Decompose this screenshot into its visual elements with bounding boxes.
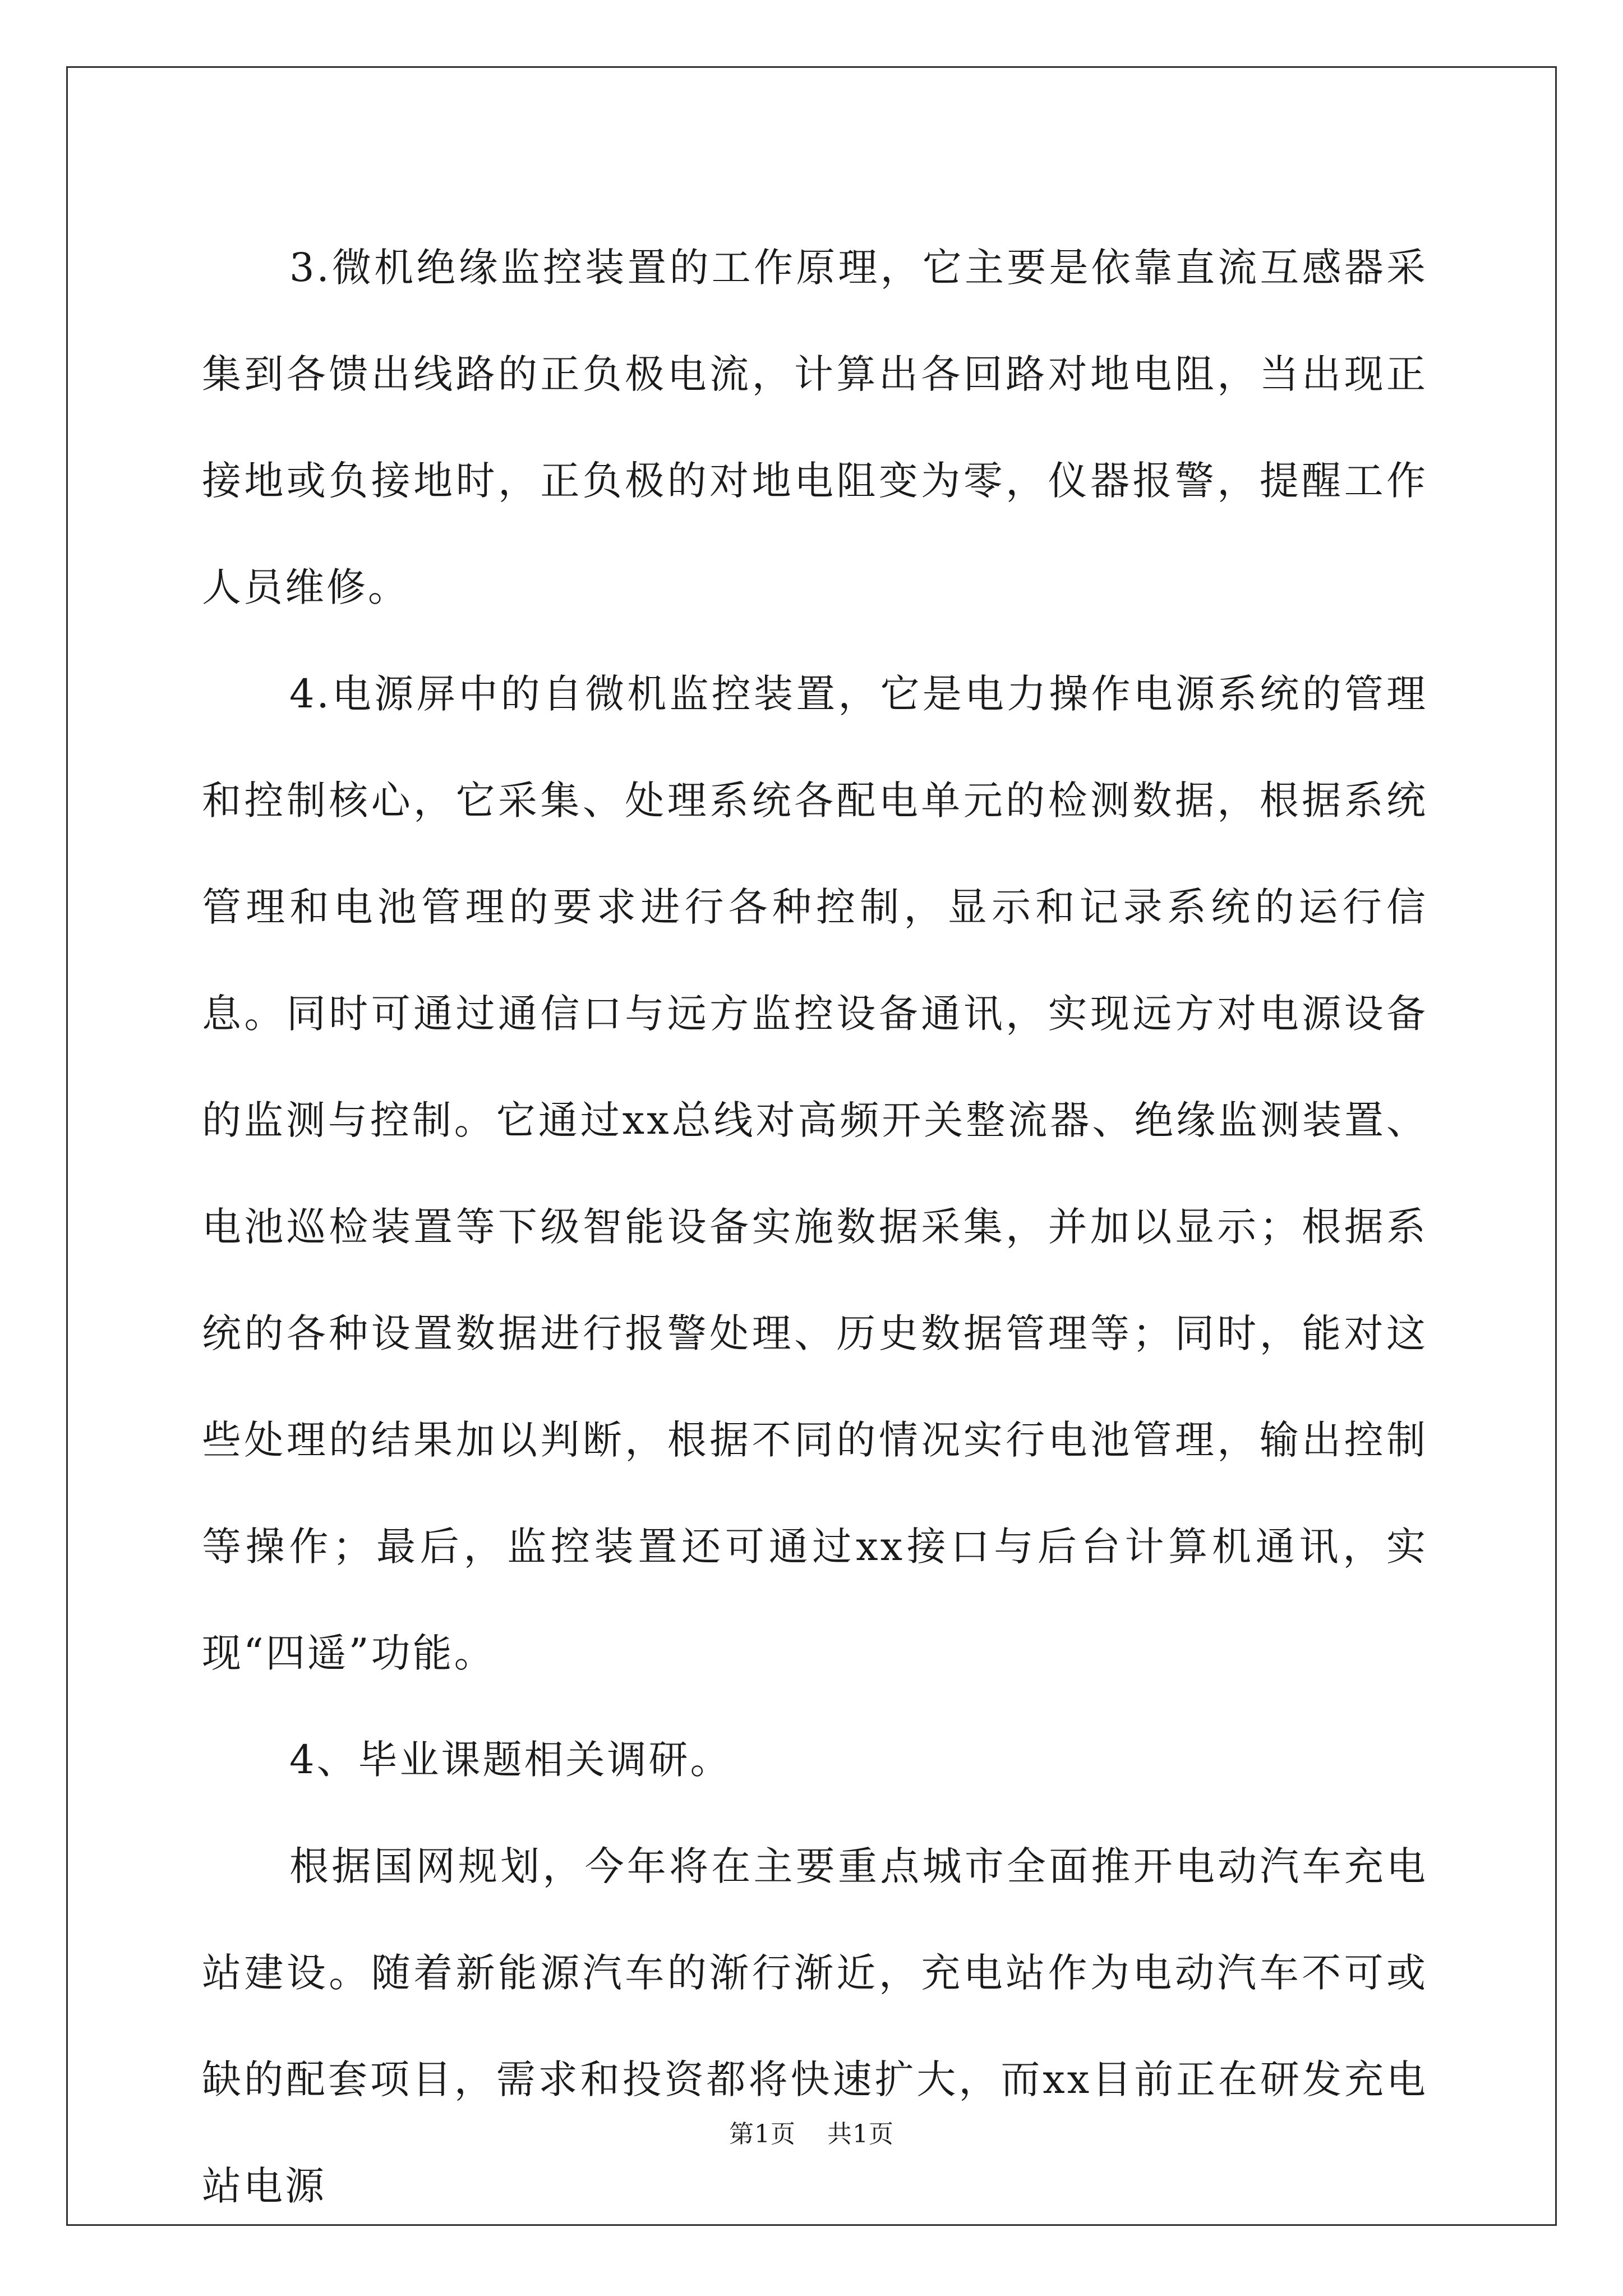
page-number: 第1页 (729, 2120, 796, 2148)
page-total: 共1页 (827, 2120, 894, 2148)
document-body (202, 214, 1428, 2239)
paragraph-charging-station: 根据国网规划，今年将在主要重点城市全面推开电动汽车充电站建设。随着新能源汽车的渐行渐近，充电站作为电动汽车不可或缺的配套项目，需求和投资都将快速扩大，而xx目前正在研发充电站电源 (202, 1843, 1428, 2209)
paragraph-research-heading: 4、毕业课题相关调研。 (289, 1737, 732, 1783)
paragraph-monitor-principle: 3.微机绝缘监控装置的工作原理，它主要是依靠直流互感器采集到各馈出线路的正负极电流，计算出各回路对地电阻，当出现正接地或负接地时，正负极的对地电阻变为零，仪器报警，提醒工作人员维修。 (202, 245, 1428, 610)
page-footer (0, 2118, 1623, 2151)
paragraph-power-screen-monitor: 4.电源屏中的自微机监控装置，它是电力操作电源系统的管理和控制核心，它采集、处理系统各配电单元的检测数据，根据系统管理和电池管理的要求进行各种控制，显示和记录系统的运行信息。同时可通过通信口与远方监控设备通讯，实现远方对电源设备的监测与控制。它通过xx总线对高频开关整流器、绝缘监测装置、电池巡检装置等下级智能设备实施数据采集，并加以显示；根据系统的各种设置数据进行报警处理、历史数据管理等；同时，能对这些处理的结果加以判断，根据不同的情况实行电池管理，输出控制等操作；最后，监控装置还可通过xx接口与后台计算机通讯，实现“四遥”功能。 (202, 671, 1428, 1676)
